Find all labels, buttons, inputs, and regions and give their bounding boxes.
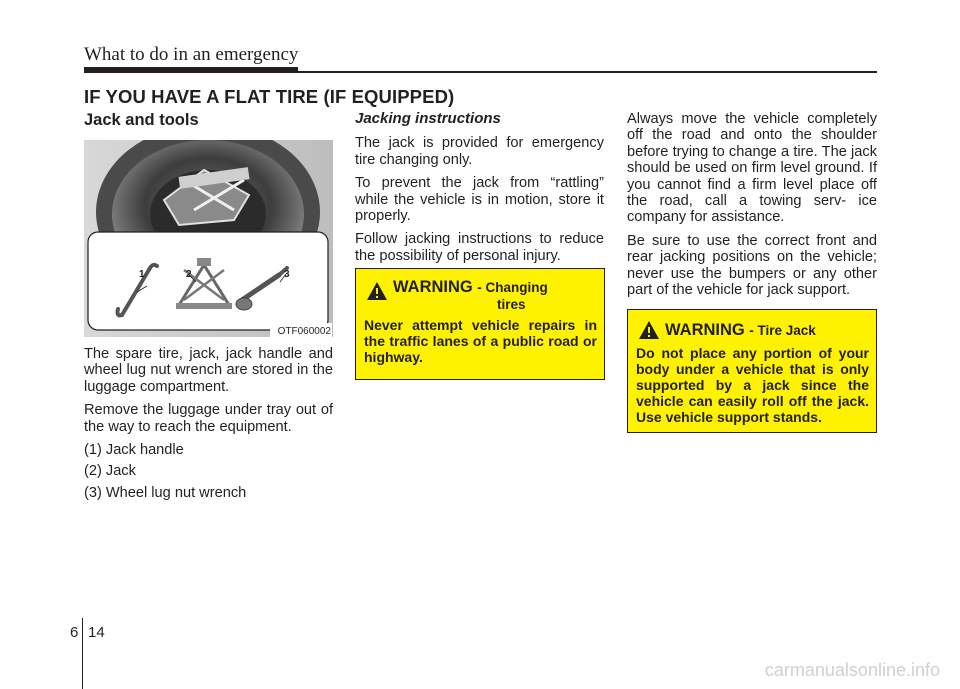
emergency-paragraph: The jack is provided for emergency tire changing only. <box>355 135 604 168</box>
jack-tools-figure <box>84 140 333 337</box>
warning-triangle-icon <box>638 320 660 340</box>
subhead-jack-and-tools: Jack and tools <box>84 111 199 129</box>
warning-body-tire-jack: Do not place any portion of your body under a vehicle that is only supported by a jack since the vehicle can easily roll off the jack. Use vehicle support stands. <box>636 345 869 425</box>
callout-3: 3 <box>284 269 290 280</box>
move-vehicle-paragraph: Always move the vehicle completely off the road and onto the shoulder before trying to change a tire. The jack should be used on firm level ground. If you cannot find a firm level place off the road, call a towing serv- ice company for assistance. <box>627 111 877 226</box>
section-title: IF YOU HAVE A FLAT TIRE (IF EQUIPPED) <box>84 86 455 107</box>
tray-paragraph: Remove the luggage under tray out of the way to reach the equipment. <box>84 402 333 435</box>
warning-subtitle-line1: - Changing <box>477 280 548 295</box>
subhead-jacking-instructions: Jacking instructions <box>355 110 501 127</box>
warning-subtitle: - Tire Jack <box>749 323 816 338</box>
page-number: 14 <box>88 624 105 641</box>
warning-box-tire-jack <box>627 309 877 433</box>
running-header: What to do in an emergency <box>84 44 299 65</box>
rattling-paragraph: To prevent the jack from “rattling” while the vehicle is in motion, store it properly. <box>355 175 604 225</box>
footer-divider <box>82 618 83 689</box>
list-item-lug-wrench: (3) Wheel lug nut wrench <box>84 484 247 501</box>
instructions-paragraph: Follow jacking instructions to reduce the possibility of personal injury. <box>355 231 604 264</box>
left-column <box>84 112 333 138</box>
storage-paragraph: The spare tire, jack, jack handle and wheel lug nut wrench are stored in the luggage compartment. <box>84 346 333 395</box>
left-body <box>84 346 333 506</box>
warning-body-changing-tires: Never attempt vehicle repairs in the traffic lanes of a public road or highway. <box>364 317 597 365</box>
right-column <box>627 111 877 305</box>
warning-word: WARNING <box>665 321 745 339</box>
jacking-positions-paragraph: Be sure to use the correct front and rear jacking positions on the vehicle; never use the bumpers or any other part of the vehicle for jack support. <box>627 232 877 299</box>
figure-code: OTF060002 <box>277 326 331 337</box>
warning-word: WARNING <box>393 278 473 296</box>
middle-column <box>355 111 604 271</box>
warning-box-changing-tires <box>355 268 605 380</box>
figure-illustration <box>84 140 333 337</box>
callout-1: 1 <box>139 269 145 280</box>
callout-2: 2 <box>186 269 192 280</box>
list-item-jack-handle: (1) Jack handle <box>84 442 184 459</box>
warning-subtitle-line2: tires <box>497 297 526 312</box>
list-item-jack: (2) Jack <box>84 463 136 480</box>
header-rule <box>84 71 877 73</box>
chapter-number: 6 <box>70 624 79 641</box>
watermark: carmanualsonline.info <box>764 660 940 680</box>
warning-triangle-icon <box>366 281 388 301</box>
